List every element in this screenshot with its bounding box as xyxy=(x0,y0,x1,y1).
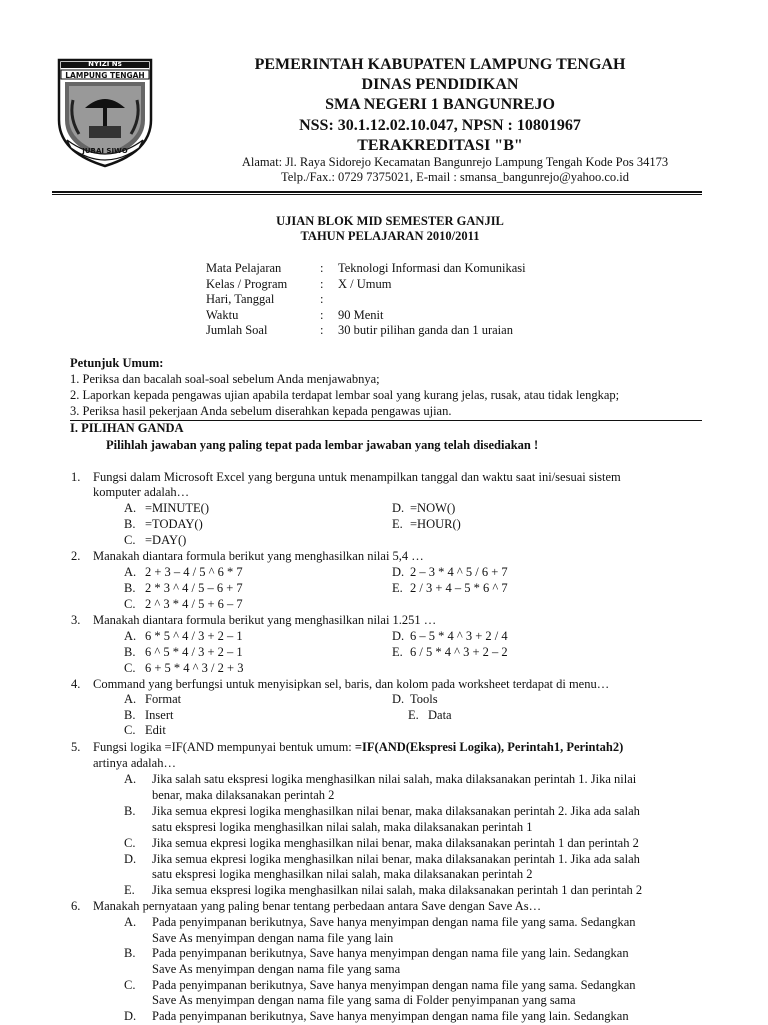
option-letter: D. xyxy=(392,629,405,643)
option-text: Save As menyimpan dengan nama file yang sama di Folder penyimpanan yang sama xyxy=(152,993,576,1007)
exam-year: TAHUN PELAJARAN 2010/2011 xyxy=(300,229,480,243)
option-letter: C. xyxy=(124,661,136,675)
header-address: Alamat: Jl. Raya Sidorejo Kecamatan Bangunrejo Lampung Tengah Kode Pos 34173 xyxy=(241,155,669,169)
option-text: Jika salah satu ekspresi logika menghasilkan nilai salah, maka dilaksanakan perintah 1. Jika nilai xyxy=(152,772,637,786)
option-letter: B. xyxy=(124,517,136,531)
option-text: satu ekspresi logika menghasilkan nilai salah, maka dilaksanakan perintah 1 xyxy=(152,820,533,834)
question-text: komputer adalah… xyxy=(93,485,190,499)
option-letter: C. xyxy=(124,533,136,547)
option-letter: A. xyxy=(124,692,137,706)
option-letter: C. xyxy=(124,723,136,737)
option-text: 2 * 3 ^ 4 / 5 – 6 + 7 xyxy=(145,581,243,595)
option-text: 2 + 3 – 4 / 5 ^ 6 * 7 xyxy=(145,565,243,579)
question-text: artinya adalah… xyxy=(93,756,176,770)
exam-title: UJIAN BLOK MID SEMESTER GANJIL xyxy=(276,214,504,228)
option-text: =TODAY() xyxy=(145,517,203,531)
option-text: Jika semua ekpresi logika menghasilkan nilai benar, maka dilaksanakan perintah 1. Jika ada salah xyxy=(152,852,640,866)
question-number: 1. xyxy=(71,470,81,484)
option-text: Save As menyimpan dengan nama file yang lain xyxy=(152,931,394,945)
option-letter: D. xyxy=(392,692,405,706)
info-value: Teknologi Informasi dan Komunikasi xyxy=(338,261,526,275)
section-instruction: Pilihlah jawaban yang paling tepat pada lembar jawaban yang telah disediakan ! xyxy=(106,438,539,452)
option-letter: C. xyxy=(124,978,136,992)
info-colon: : xyxy=(320,323,324,337)
option-text: 6 / 5 * 4 ^ 3 + 2 – 2 xyxy=(410,645,508,659)
info-label: Waktu xyxy=(206,307,239,322)
info-colon: : xyxy=(320,261,324,275)
option-text: Edit xyxy=(145,723,166,737)
instructions-heading: Petunjuk Umum: xyxy=(70,356,164,370)
question-number: 3. xyxy=(71,613,81,627)
question-text xyxy=(93,740,698,756)
option-letter: E. xyxy=(124,883,135,897)
header-school-name: SMA NEGERI 1 BANGUNREJO xyxy=(325,96,555,113)
option-text: 6 * 5 ^ 4 / 3 + 2 – 1 xyxy=(145,629,243,643)
question-number: 6. xyxy=(71,899,81,913)
question-number: 4. xyxy=(71,677,81,691)
option-text: Pada penyimpanan berikutnya, Save hanya menyimpan dengan nama file yang lain. Sedangkan xyxy=(152,946,629,960)
option-letter: E. xyxy=(408,708,419,722)
option-text: =MINUTE() xyxy=(145,501,209,515)
option-letter: A. xyxy=(124,629,137,643)
header-government: PEMERINTAH KABUPATEN LAMPUNG TENGAH xyxy=(254,56,626,73)
option-letter: A. xyxy=(124,772,137,786)
info-label: Mata Pelajaran xyxy=(206,261,282,275)
option-text: =NOW() xyxy=(410,501,456,515)
option-letter: E. xyxy=(392,581,403,595)
question-text-part: Fungsi logika =IF(AND mempunyai bentuk umum: xyxy=(93,740,355,754)
option-text: 6 ^ 5 * 4 / 3 + 2 – 1 xyxy=(145,645,243,659)
instruction-item: 3. Periksa hasil pekerjaan Anda sebelum diserahkan kepada pengawas ujian. xyxy=(70,404,452,418)
option-text: 6 – 5 * 4 ^ 3 + 2 / 4 xyxy=(410,629,508,643)
option-text: 2 ^ 3 * 4 / 5 + 6 – 7 xyxy=(145,597,243,611)
option-letter: C. xyxy=(124,836,136,850)
option-letter: E. xyxy=(392,645,403,659)
option-text: Jika semua ekpresi logika menghasilkan nilai benar, maka dilaksanakan perintah 1 dan perintah 2 xyxy=(152,836,639,850)
info-colon: : xyxy=(320,276,324,291)
option-text: satu ekspresi logika menghasilkan nilai salah, maka dilaksanakan perintah 2 xyxy=(152,867,533,881)
info-colon: : xyxy=(320,292,324,306)
option-text: Format xyxy=(145,692,182,706)
option-text: =DAY() xyxy=(145,533,187,547)
option-letter: A. xyxy=(124,915,137,929)
info-value: 90 Menit xyxy=(338,307,384,322)
info-colon: : xyxy=(320,307,324,322)
option-letter: D. xyxy=(392,501,405,515)
instruction-item: 2. Laporkan kepada pengawas ujian apabila terdapat lembar soal yang kurang jelas, rusak, atau tidak lengkap; xyxy=(70,388,620,402)
info-value: 30 butir pilihan ganda dan 1 uraian xyxy=(338,323,513,337)
option-text: Jika semua ekpresi logika menghasilkan nilai benar, maka dilaksanakan perintah 2. Jika ada salah xyxy=(152,804,640,818)
option-letter: A. xyxy=(124,501,137,515)
option-letter: B. xyxy=(124,581,136,595)
option-text: Pada penyimpanan berikutnya, Save hanya menyimpan dengan nama file yang sama. Sedangkan xyxy=(152,915,636,929)
option-letter: D. xyxy=(124,852,137,866)
info-value: X / Umum xyxy=(338,276,392,291)
option-text: Pada penyimpanan berikutnya, Save hanya menyimpan dengan nama file yang lain. Sedangkan xyxy=(152,1009,629,1023)
question-text: Manakah pernyataan yang paling benar tentang perbedaan antara Save dengan Save As… xyxy=(93,899,542,913)
seal-banner-text: LAMPUNG TENGAH xyxy=(65,71,145,80)
question-number: 5. xyxy=(71,740,81,754)
option-text: 2 – 3 * 4 ^ 5 / 6 + 7 xyxy=(410,565,508,579)
question-text: Command yang berfungsi untuk menyisipkan sel, baris, dan kolom pada worksheet terdapat di menu… xyxy=(93,677,610,691)
header-nss-npsn: NSS: 30.1.12.02.10.047, NPSN : 10801967 xyxy=(299,117,581,134)
option-letter: B. xyxy=(124,946,136,960)
option-letter: D. xyxy=(124,1009,137,1023)
option-letter: A. xyxy=(124,565,137,579)
header-accreditation: TERAKREDITASI "B" xyxy=(357,137,523,154)
header-department: DINAS PENDIDIKAN xyxy=(361,76,519,93)
option-text: Jika semua ekspresi logika menghasilkan nilai salah, maka dilaksanakan perintah 1 dan perintah 2 xyxy=(152,883,643,897)
option-letter: B. xyxy=(124,645,136,659)
info-label: Jumlah Soal xyxy=(206,323,268,337)
option-letter: C. xyxy=(124,597,136,611)
option-text: Save As menyimpan dengan nama file yang sama xyxy=(152,962,401,976)
section-heading: I. PILIHAN GANDA xyxy=(70,421,184,435)
option-text: 2 / 3 + 4 – 5 * 6 ^ 7 xyxy=(410,581,508,595)
seal-top-text: NYIZI Ns xyxy=(88,60,122,68)
question-text: Manakah diantara formula berikut yang menghasilkan nilai 5,4 … xyxy=(93,549,424,563)
option-letter: D. xyxy=(392,565,405,579)
option-letter: E. xyxy=(392,517,403,531)
question-text: Manakah diantara formula berikut yang menghasilkan nilai 1.251 … xyxy=(93,613,437,627)
option-text: Insert xyxy=(145,708,174,722)
instruction-item: 1. Periksa dan bacalah soal-soal sebelum Anda menjawabnya; xyxy=(70,372,380,386)
option-letter: B. xyxy=(124,804,136,818)
info-label: Kelas / Program xyxy=(206,276,288,291)
option-text: Data xyxy=(428,708,452,722)
option-text: benar, maka dilaksanakan perintah 2 xyxy=(152,788,335,802)
info-label: Hari, Tanggal xyxy=(206,292,275,306)
question-number: 2. xyxy=(71,549,81,563)
question-text: Fungsi dalam Microsoft Excel yang berguna untuk menampilkan tanggal dan waktu saat ini/sesuai sistem xyxy=(93,470,621,484)
option-text: 6 + 5 * 4 ^ 3 / 2 + 3 xyxy=(145,661,244,675)
option-text: Pada penyimpanan berikutnya, Save hanya menyimpan dengan nama file yang sama. Sedangkan xyxy=(152,978,636,992)
formula-syntax: =IF(AND(Ekspresi Logika), Perintah1, Perintah2) xyxy=(354,740,624,754)
seal-bottom-text: JURAI SIWO xyxy=(82,147,128,155)
option-text: =HOUR() xyxy=(410,517,461,531)
option-text: Tools xyxy=(410,692,438,706)
header-contact: Telp./Fax.: 0729 7375021, E-mail : smansa_bangunrejo@yahoo.co.id xyxy=(280,170,630,184)
option-letter: B. xyxy=(124,708,136,722)
